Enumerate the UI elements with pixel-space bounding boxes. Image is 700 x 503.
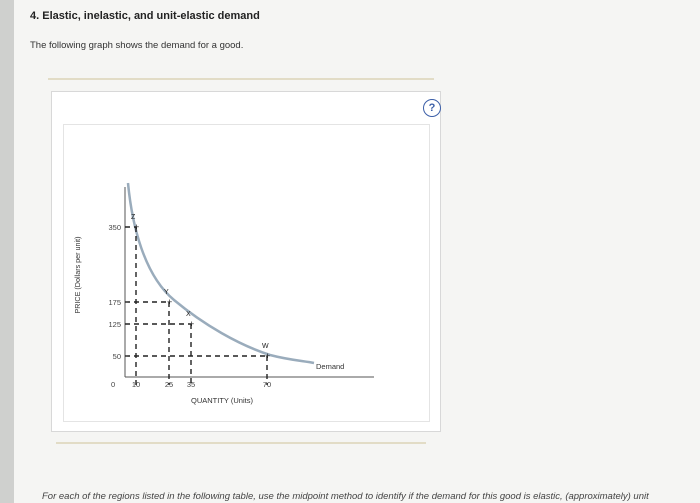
- point-marker: +: [167, 297, 173, 307]
- help-label: ?: [428, 102, 436, 114]
- demand-curve: [128, 183, 314, 363]
- table-instruction: For each of the regions listed in the following table, use the midpoint method to identify if the demand for this good is elastic, (approximately) unit: [42, 491, 649, 502]
- origin-label: 0: [111, 380, 116, 389]
- divider-bottom: [56, 442, 426, 444]
- graph-area: [63, 124, 430, 422]
- window-edge: [0, 0, 14, 503]
- point-marker: +: [189, 319, 195, 329]
- question-intro: The following graph shows the demand for a good.: [30, 40, 244, 51]
- divider-top: [48, 78, 434, 80]
- graph-panel: [51, 91, 441, 432]
- x-tick-label: 25: [164, 380, 174, 389]
- y-tick-label: 50: [112, 352, 121, 361]
- x-tick-label: 70: [262, 380, 272, 389]
- y-tick-label: 175: [108, 298, 121, 307]
- question-page: [14, 0, 700, 503]
- point-marker: +: [134, 222, 140, 232]
- question-heading: 4. Elastic, inelastic, and unit-elastic demand: [30, 10, 260, 22]
- x-tick-label: 10: [131, 380, 141, 389]
- y-axis-label: PRICE (Dollars per unit): [73, 236, 82, 314]
- point-label-z: Z: [131, 214, 136, 221]
- series-label-demand: Demand: [316, 362, 345, 371]
- x-tick-label: 35: [186, 380, 196, 389]
- x-axis-label: QUANTITY (Units): [191, 396, 253, 405]
- point-label-w: W: [262, 343, 269, 350]
- y-tick-label: 350: [108, 223, 121, 232]
- y-tick-label: 125: [108, 320, 121, 329]
- demand-chart: [64, 125, 429, 421]
- point-marker: +: [265, 351, 271, 361]
- question-mark-icon[interactable]: [423, 99, 441, 117]
- point-label-y: Y: [164, 289, 169, 296]
- point-label-x: X: [186, 311, 191, 318]
